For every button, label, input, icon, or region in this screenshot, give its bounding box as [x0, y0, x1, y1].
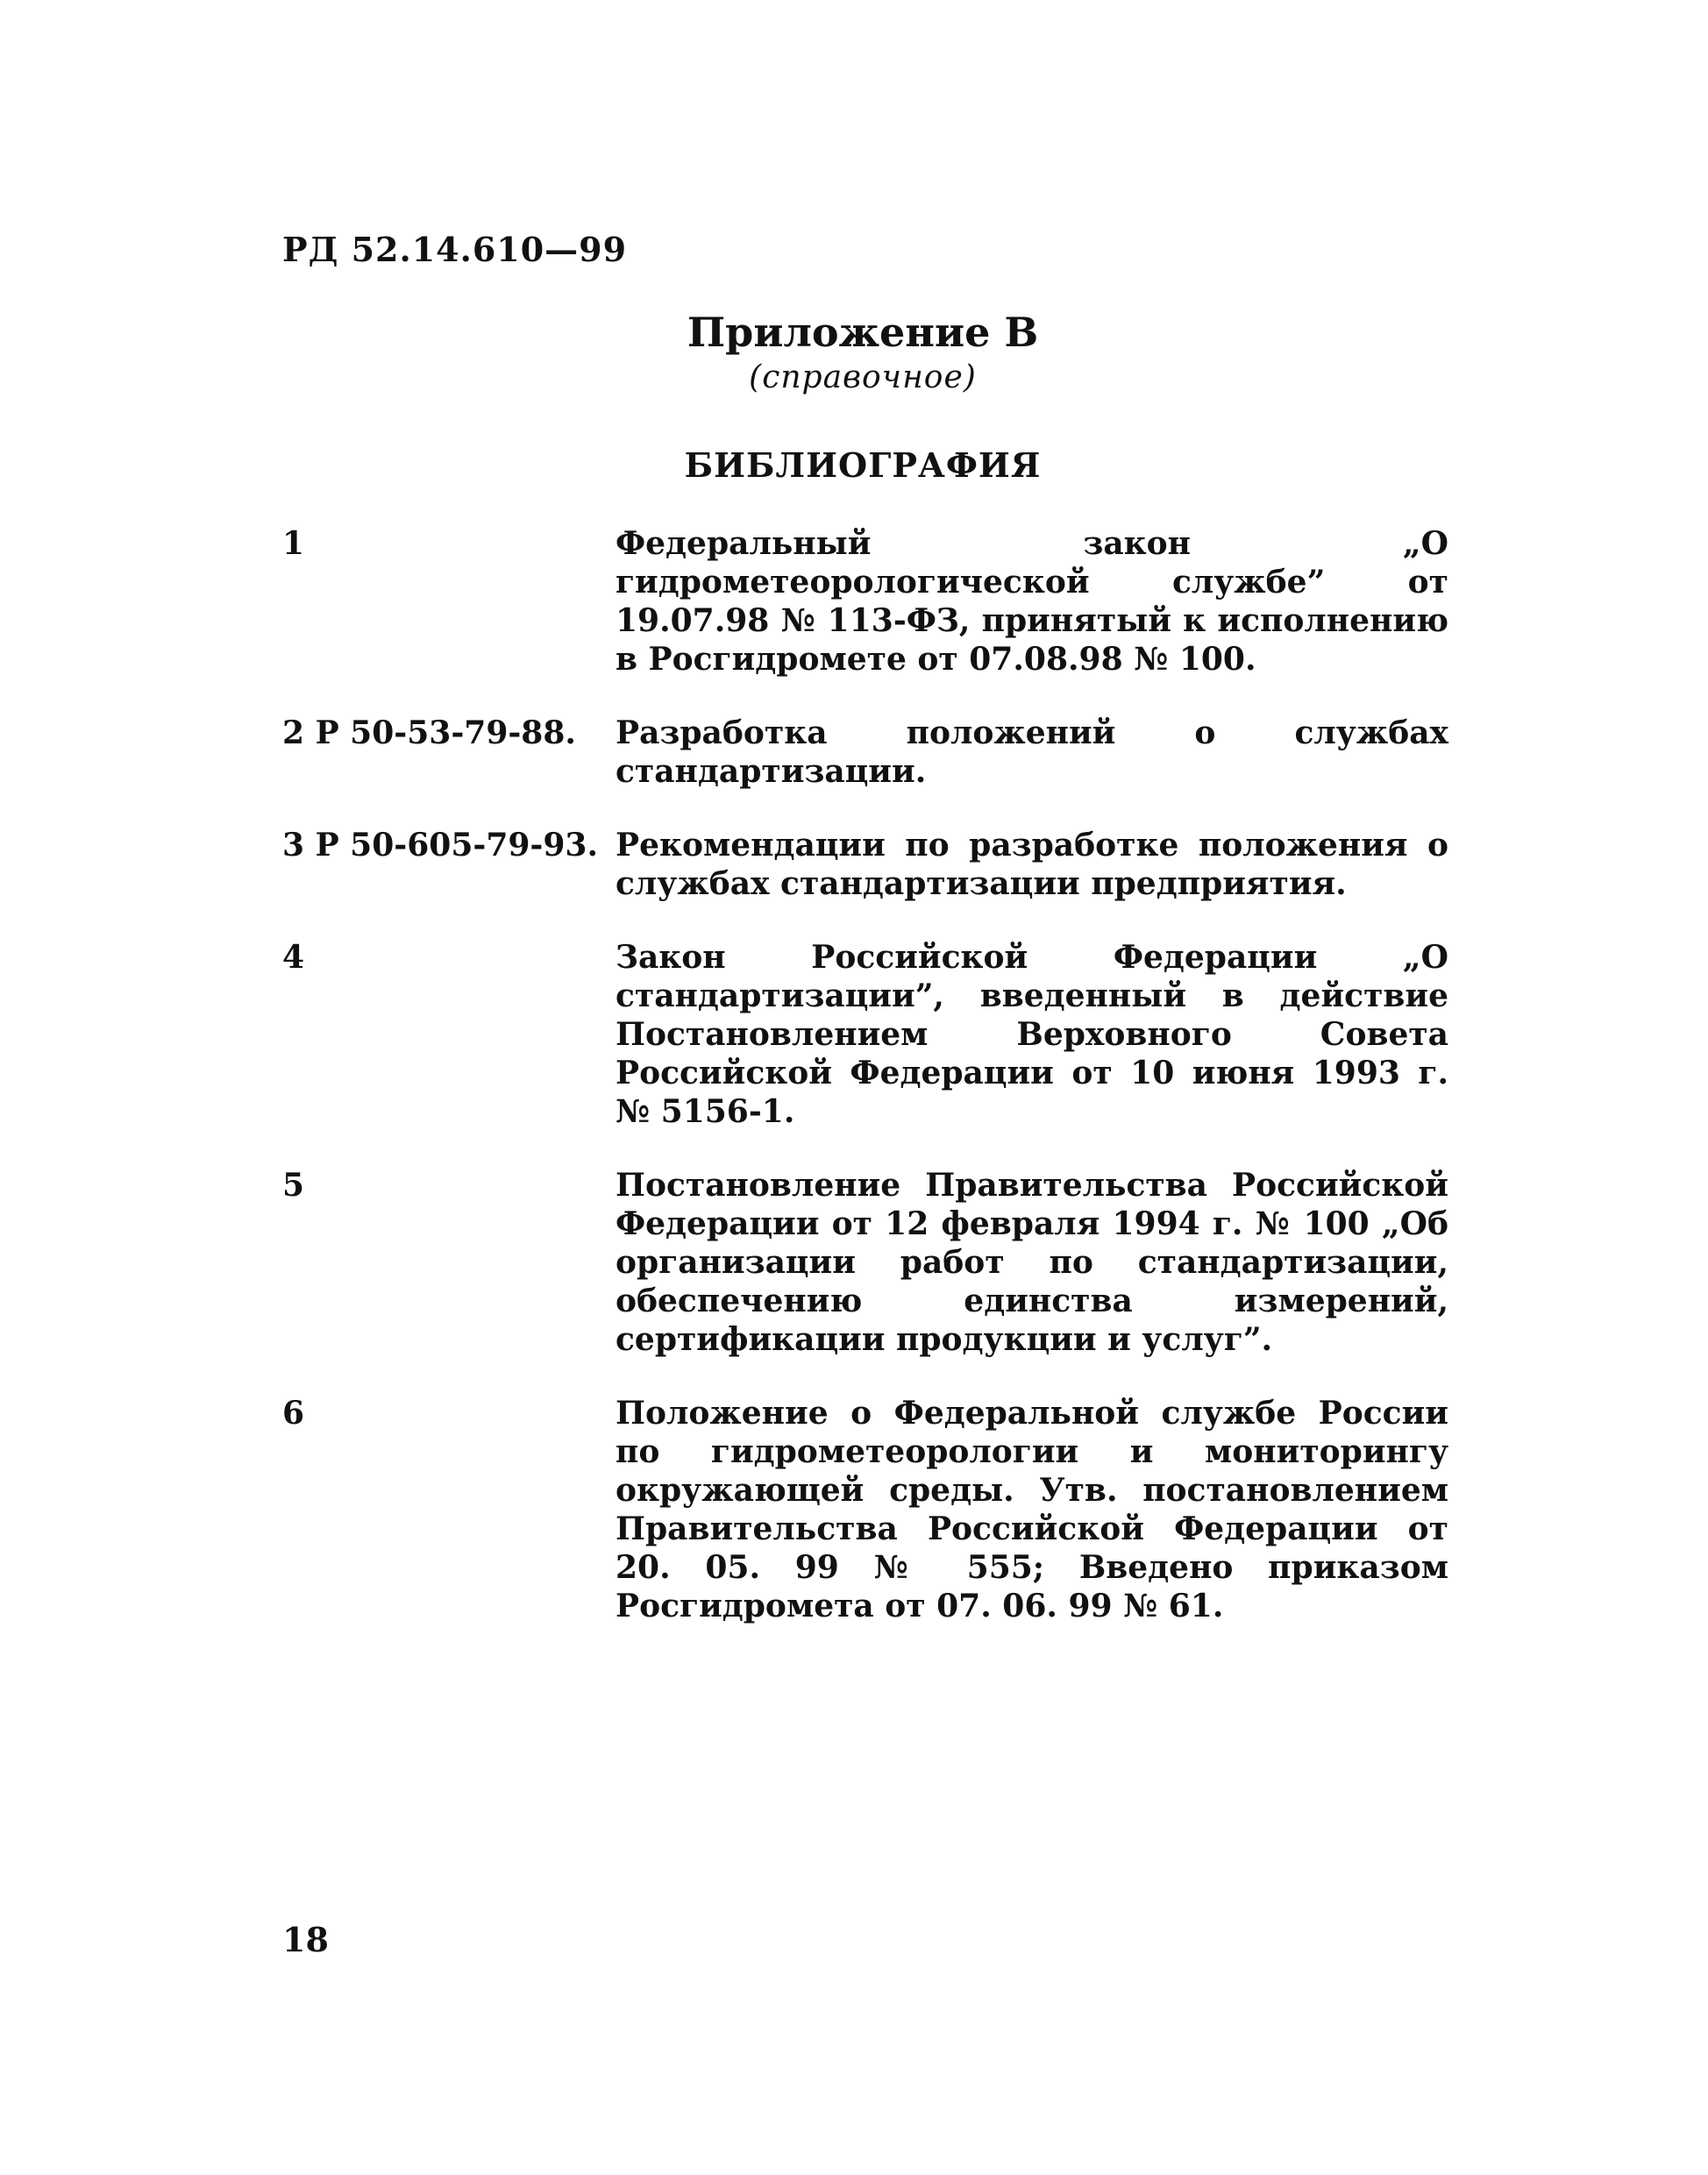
- entry-number: 1: [282, 525, 305, 562]
- entry-number: 2 Р 50-53-79-88.: [282, 714, 576, 751]
- entry-text: Разработка положений о службах стандартизации.: [616, 714, 1448, 790]
- entry-text: Положение о Федеральной службе России по гидрометеорологии и мониторингу окружающей среды. Утв. постановлением Правительства Российской Федерации от 20. 05. 99 № 555; Введено приказом Росгидромета от 07. 06. 99 № 61.: [616, 1395, 1448, 1624]
- entry-text: Закон Российской Федерации „О стандартизации”, введенный в действие Постановлением Верховного Совета Российской Федерации от 10 июня 1993 г. № 5156-1.: [616, 939, 1448, 1130]
- bibliography-heading: БИБЛИОГРАФИЯ: [684, 445, 1042, 485]
- bibliography-entry: [282, 938, 1448, 1131]
- bibliography-entry: [282, 826, 1448, 903]
- entry-number: 4: [282, 939, 305, 976]
- appendix-title: Приложение В: [687, 309, 1039, 356]
- entry-text: Постановление Правительства Российской Федерации от 12 февраля 1994 г. № 100 „Об организации работ по стандартизации, обеспечению единства измерений, сертификации продукции и услуг”.: [616, 1167, 1448, 1358]
- bibliography-entry: [282, 524, 1448, 679]
- entry-number: 3 Р 50-605-79-93.: [282, 827, 598, 864]
- document-code: РД 52.14.610—99: [282, 230, 628, 269]
- entry-number: 5: [282, 1167, 305, 1204]
- entry-number: 6: [282, 1395, 305, 1432]
- entry-text: Федеральный закон „О гидрометеорологической службе” от 19.07.98 № 113-ФЗ, принятый к исполнению в Росгидромете от 07.08.98 № 100.: [616, 525, 1448, 678]
- page-number: 18: [282, 1920, 329, 1959]
- bibliography-entry: [282, 1394, 1448, 1625]
- entry-text: Рекомендации по разработке положения о службах стандартизации предприятия.: [616, 827, 1448, 902]
- bibliography-entry: [282, 1166, 1448, 1359]
- bibliography-list: [282, 524, 1448, 1660]
- bibliography-entry: [282, 714, 1448, 791]
- appendix-subtitle: (справочное): [749, 359, 977, 395]
